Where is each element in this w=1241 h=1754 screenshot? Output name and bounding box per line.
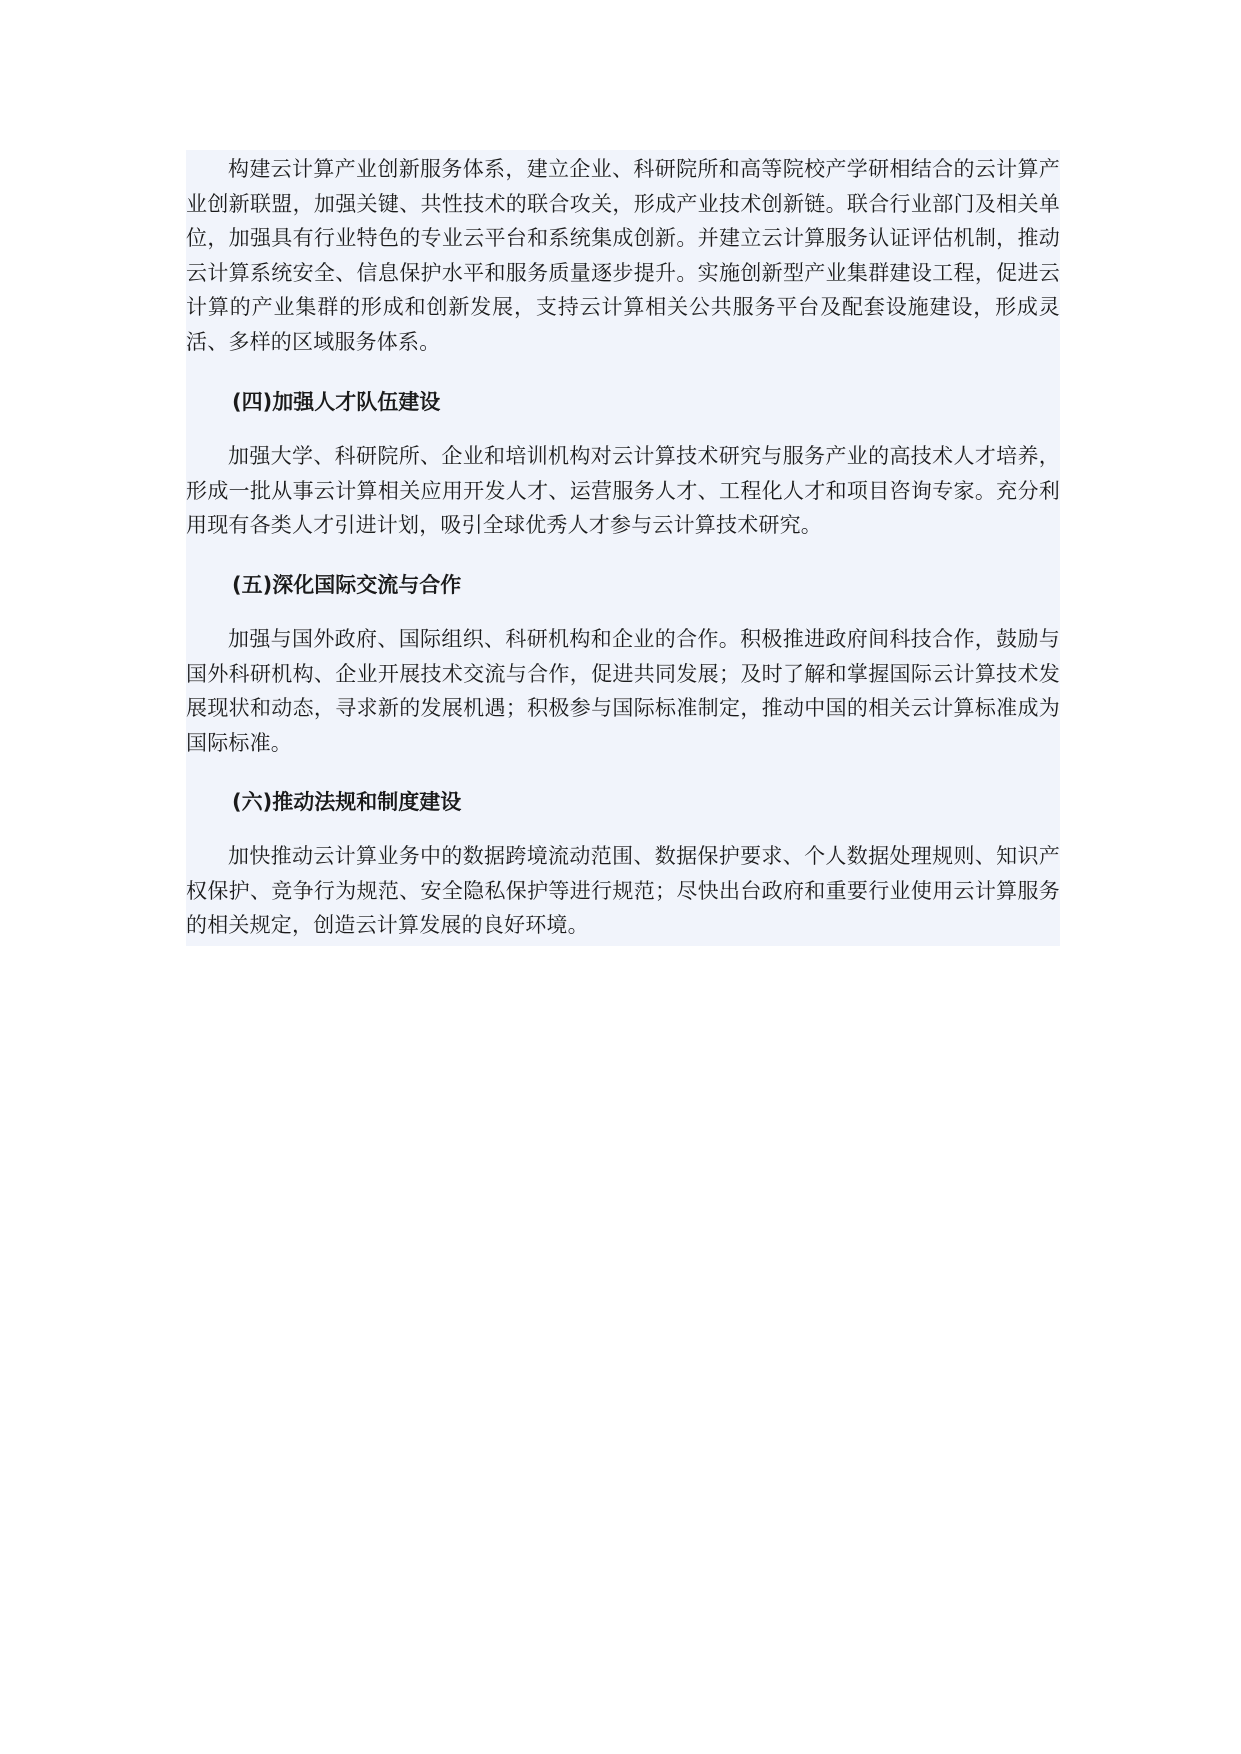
heading-talent-team: (四)加强人才队伍建设: [232, 390, 441, 414]
paragraph-regulations: 加快推动云计算业务中的数据跨境流动范围、数据保护要求、个人数据处理规则、知识产权保护、竞争行为规范、安全隐私保护等进行规范；尽快出台政府和重要行业使用云计算服务的相关规定，创造云计算发展的良好环境。: [186, 844, 1060, 937]
paragraph-talent-team: 加强大学、科研院所、企业和培训机构对云计算技术研究与服务产业的高技术人才培养，形成一批从事云计算相关应用开发人才、运营服务人才、工程化人才和项目咨询专家。充分利用现有各类人才引进计划，吸引全球优秀人才参与云计算技术研究。: [186, 444, 1060, 537]
paragraph-innovation-service-system: 构建云计算产业创新服务体系，建立企业、科研院所和高等院校产学研相结合的云计算产业创新联盟，加强关键、共性技术的联合攻关，形成产业技术创新链。联合行业部门及相关单位，加强具有行业特色的专业云平台和系统集成创新。并建立云计算服务认证评估机制，推动云计算系统安全、信息保护水平和服务质量逐步提升。实施创新型产业集群建设工程，促进云计算的产业集群的形成和创新发展，支持云计算相关公共服务平台及配套设施建设，形成灵活、多样的区域服务体系。: [186, 157, 1060, 354]
heading-regulations: (六)推动法规和制度建设: [232, 790, 462, 814]
heading-international-cooperation: (五)深化国际交流与合作: [232, 573, 462, 597]
document-body: [186, 150, 1060, 946]
paragraph-international-cooperation: 加强与国外政府、国际组织、科研机构和企业的合作。积极推进政府间科技合作，鼓励与国外科研机构、企业开展技术交流与合作，促进共同发展；及时了解和掌握国际云计算技术发展现状和动态，寻求新的发展机遇；积极参与国际标准制定，推动中国的相关云计算标准成为国际标准。: [186, 627, 1060, 755]
